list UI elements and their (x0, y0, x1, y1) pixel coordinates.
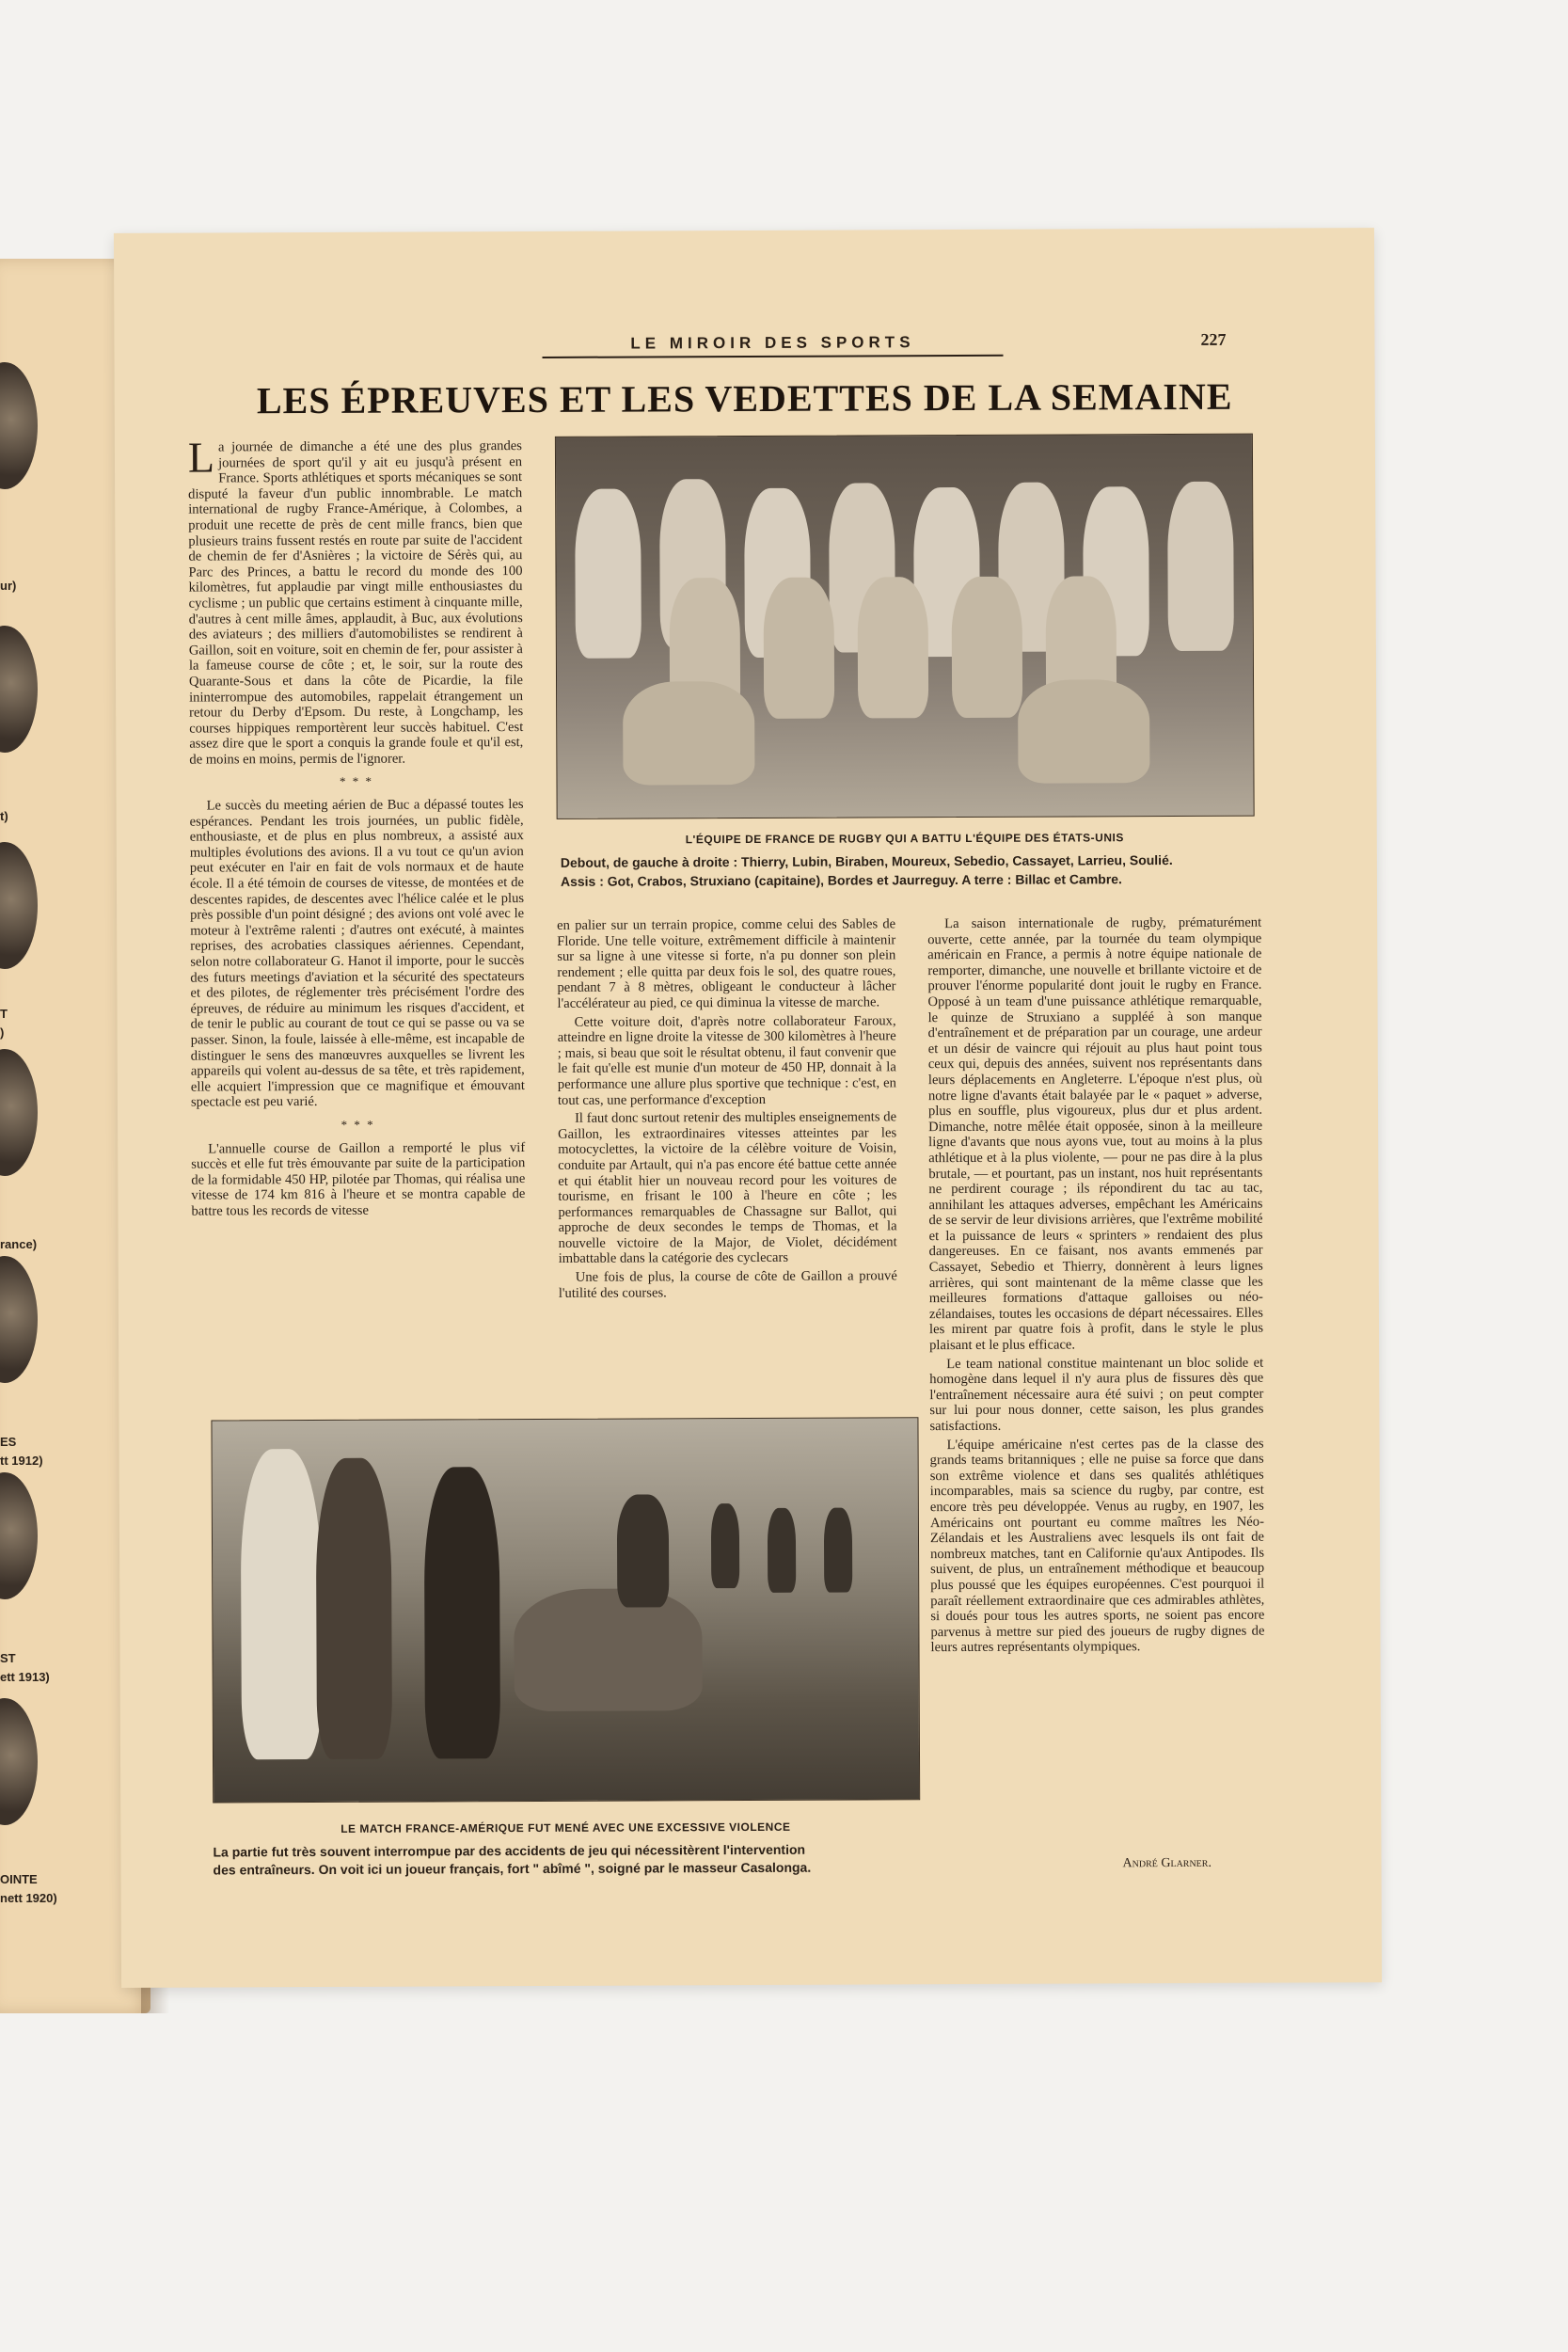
portrait-image (0, 626, 38, 753)
left-page-label: ett 1913) (0, 1670, 50, 1684)
article-column-1 (187, 433, 526, 1222)
paragraph: Le succès du meeting aérien de Buc a dépassé toutes les espérances. Pendant les trois journées, un public fidèle, enthousiaste, et de plus en plus nombreux, a assisté aux multiples évolutions des avions. Il a vu tout ce qu'un avion peut exécuter en l'air en fait de vols normaux et de haute école. Il a été témoin de courses de vitesse, de montées et de descentes rapides, de descentes avec l'hélice calée et le plus près possible d'un point désigné ; des avions ont volé avec le moteur à l'extrême ralenti ; d'autres ont exécuté, à maintes reprises, des acrobaties classiques aériennes. Cependant, selon notre collaborateur G. Hanot il importe, pour le succès des futurs meetings d'aviation et la sécurité des spectateurs et des pilotes, de réglementer très précisément l'ordre des épreuves, de réduire au minimum les risques d'accident, et de tenir le public au courant de tout ce qui se passe ou va se passer. Sinon, la foule, laissée à elle-même, est incapable de distinguer le sens des manœuvres auxquelles se livrent les appareils qui volent au-dessus de sa tête, et très rapidement, elle acquiert l'impression que ce magnifique et émouvant spectacle est peu varié. (189, 797, 525, 1110)
paragraph: Cette voiture doit, d'après notre collaborateur Faroux, atteindre en ligne droite la vitesse de 300 kilomètres à l'heure ; mais, si beau que soit le résultat obtenu, il faut convenir que le fait qu'elle est munie d'un moteur de 450 HP, donnait à la performance une allure plus sportive que technique : c'est, en tout cas, une performance d'exception (557, 1012, 896, 1108)
match-photo-caption-line: des entraîneurs. On voit ici un joueur français, fort " abîmé ", soigné par le masseur Casalonga. (213, 1859, 812, 1878)
standing-player-figure (1167, 482, 1234, 651)
player-figure (241, 1449, 322, 1759)
paragraph: en palier sur un terrain propice, comme celui des Sables de Floride. Une telle voiture, extrêmement difficile à maintenir sur sa ligne à une vitesse si forte, n'a pu donner son plein rendement ; elle quitta par deux fois le sol, des quatre roues, pendant 7 à 8 mètres, obligeant le conducteur à lâcher l'accélérateur au pied, ce qui diminua la vitesse de marche. (557, 916, 896, 1011)
page-headline: LES ÉPREUVES ET LES VEDETTES DE LA SEMAINE (256, 374, 1233, 422)
page-number: 227 (1200, 329, 1227, 349)
portrait-image (0, 1472, 38, 1599)
player-figure (617, 1494, 670, 1607)
magazine-page (114, 228, 1382, 1988)
portrait-image (0, 1049, 38, 1176)
left-page-label: nett 1920) (0, 1891, 57, 1905)
drop-cap: L (187, 433, 215, 482)
portrait-image (0, 842, 38, 969)
standing-player-figure (575, 488, 641, 658)
match-photo-caption-line: La partie fut très souvent interrompue par des accidents de jeu qui nécessitèrent l'intervention (213, 1841, 806, 1860)
article-column-2 (557, 916, 897, 1304)
paragraph: La saison internationale de rugby, prématurément ouverte, cette année, par la tournée du team olympique américain en France, a permis à notre équipe nationale de remporter, dimanche, une nouvelle et brillante victoire et de prouver l'énorme popularité dont jouit le rugby en France. Opposé à un team d'une puissance athlétique remarquable, le quinze de Struxiano a suppléé à son manque d'entraînement et de préparation par un courage, une ardeur et un désir de vaincre qui réjouit au plus haut point tous ceux qui, depuis des années, suivent nos représentants dans leurs déplacements en Angleterre. L'époque n'est plus, où notre ligne d'avants était balayée par le « paquet » adverse, plus en souffle, plus vigoureux, plus dur et plus ardent. Dimanche, notre mêlée était opposée, sinon à la meilleure ligne d'avants que nous ayons vue, tout au moins à la plus athlétique et à la plus violente, — pour ne pas dire à la plus brutale, — et pourtant, pas un instant, nos huit représentants ne perdirent courage ; ils répondirent du tac au tac, annihilant les attaques adverses, empêchant les Américains de se servir de leur divisions arrières, que l'extrême mobilité et la puissance de leurs « sprinters » rendaient des plus dangereuses. En ce faisant, nos avants emmenés par Cassayet, Sebedio et Thierry, donnèrent à leurs lignes arrières, qui sont maintenant de la même classe que les meilleures formations d'attaque galloises ou néo-zélandaises, toutes les occasions de départ nécessaires. Elles les mirent par quatre fois à profit, dans le style le plus plaisant et le plus efficace. (927, 914, 1264, 1354)
left-page-label: ES (0, 1435, 17, 1449)
portrait-image (0, 1256, 38, 1383)
left-page-label: ) (0, 1025, 5, 1040)
portrait-image (0, 362, 38, 489)
ground-player-figure (1018, 679, 1149, 784)
author-signature: André Glarner. (1122, 1855, 1212, 1871)
player-figure (424, 1467, 500, 1758)
portrait-image (0, 1698, 38, 1825)
paragraph: Une fois de plus, la course de côte de Gaillon a prouvé l'utilité des courses. (558, 1268, 897, 1301)
player-figure (768, 1508, 796, 1593)
left-page-label: ST (0, 1651, 16, 1665)
left-page-label: T (0, 1007, 8, 1021)
seated-player-figure (764, 578, 835, 719)
team-photo-caption-line: Debout, de gauche à droite : Thierry, Lubin, Biraben, Moureux, Sebedio, Cassayet, Larrieu, Soulié. (560, 852, 1173, 870)
match-photo-title: LE MATCH FRANCE-AMÉRIQUE FUT MENÉ AVEC UNE EXCESSIVE VIOLENCE (341, 1820, 791, 1836)
paragraph: Il faut donc surtout retenir des multiples enseignements de Gaillon, les extraordinaires vitesses atteintes par les motocyclettes, la victoire de la célèbre voiture de Voisin, conduite par Artault, qui n'a pas encore été battue cette année et qui établit hier un nouveau record pour les voitures de tourisme, en frisant le 100 à l'heure en côte ; les performances remarquables de Chassagne sur Ballot, qui approche de deux secondes le temps de Thomas, et la nouvelle victoire de la Major, de Violet, décidément imbattable dans la catégorie des cyclecars (558, 1109, 897, 1267)
left-page-label: OINTE (0, 1872, 38, 1886)
team-photo (555, 434, 1255, 819)
left-page-label: tt 1912) (0, 1454, 43, 1468)
injured-player-group (514, 1588, 703, 1711)
match-photo (211, 1417, 920, 1803)
paragraph: a journée de dimanche a été une des plus grandes journées de sport qu'il y ait eu jusqu'à présent en France. Sports athlétiques et sports mécaniques se sont disputé la faveur d'un public innombrable. Le match international de rugby France-Amérique, à Colombes, a produit une recette de près de cent mille francs, bien que plusieurs trains fussent restés en route par suite de l'accident de chemin de fer d'Asnières ; la victoire de Sérès qui, au Parc des Princes, a battu le record du monde des 100 kilomètres, fut applaudie par vingt mille enthousiastes du cyclisme ; un public que certains estiment à cinquante mille, d'autres à cent mille âmes, applaudit, à Buc, aux évolutions des aviateurs ; des milliers d'automobilistes se rendirent à Gaillon, soit en voiture, soit en chemin de fer, pour assister à la fameuse course de côte ; et, le soir, sur la route des Quarante-Sous et dans la côte de Picardie, la file ininterrompue des automobiles, rappelait étrangement un retour du Derby d'Epsom. Du reste, à Longchamp, les courses hippiques remportèrent leur succès habituel. C'est assez dire que le sport a conquis la grande foule et qu'il est, de moins en moins, permis de l'ignorer. (188, 438, 524, 768)
team-photo-title: L'ÉQUIPE DE FRANCE DE RUGBY QUI A BATTU L'ÉQUIPE DES ÉTATS-UNIS (685, 831, 1124, 847)
team-photo-caption-line: Assis : Got, Crabos, Struxiano (capitaine), Bordes et Jaurreguy. A terre : Billac et Cambre. (560, 871, 1122, 889)
paragraph: Le team national constitue maintenant un bloc solide et homogène dans lequel il n'y aura plus de fissures dès que l'entraînement nécessaire aura été suivi ; on peut compter sur lui pour nous donner, cette saison, les plus grandes satisfactions. (929, 1355, 1264, 1435)
seated-player-figure (858, 577, 929, 718)
player-figure (316, 1458, 392, 1759)
ground-player-figure (623, 681, 754, 786)
seated-player-figure (952, 577, 1023, 718)
player-figure (824, 1508, 852, 1593)
left-page-label: t) (0, 809, 8, 823)
paragraph: L'équipe américaine n'est certes pas de la classe des grands teams britanniques ; elle ne puise sa force que dans son extrême violence et dans ses qualités athlétiques incomparables, mais sa science du rugby, par contre, est encore très peu développée. Venus au rugby, en 1907, les Américains ont pourtant eu comme maîtres les Néo-Zélandais et les Australiens avec lesquels ils ont fait de nombreux matches, tant en Californie qu'aux Antipodes. Ils suivent, de plus, un entraînement méthodique et beaucoup plus poussé que les équipes européennes. C'est pourquoi il paraît réellement extraordinaire que ces admirables athlètes, si doués pour tous les autres sports, ne soient pas encore parvenus à mettre sur pied des joueurs de rugby dignes de leurs autres représentants olympiques. (929, 1436, 1265, 1656)
magazine-header: LE MIROIR DES SPORTS (542, 333, 1003, 358)
left-page-label: rance) (0, 1237, 38, 1251)
section-separator: * * * (341, 1117, 375, 1132)
paragraph: L'annuelle course de Gaillon a remporté le plus vif succès et elle fut très émouvante par suite de la participation de la formidable 450 HP, pilotée par Thomas, qui réalisa une vitesse de 174 km 816 à l'heure et se montra capable de battre tous les records de vitesse (191, 1139, 526, 1219)
article-column-3 (927, 915, 1264, 1659)
left-page-label: ur) (0, 579, 17, 593)
section-separator: * * * (339, 774, 374, 789)
player-figure (711, 1503, 739, 1588)
